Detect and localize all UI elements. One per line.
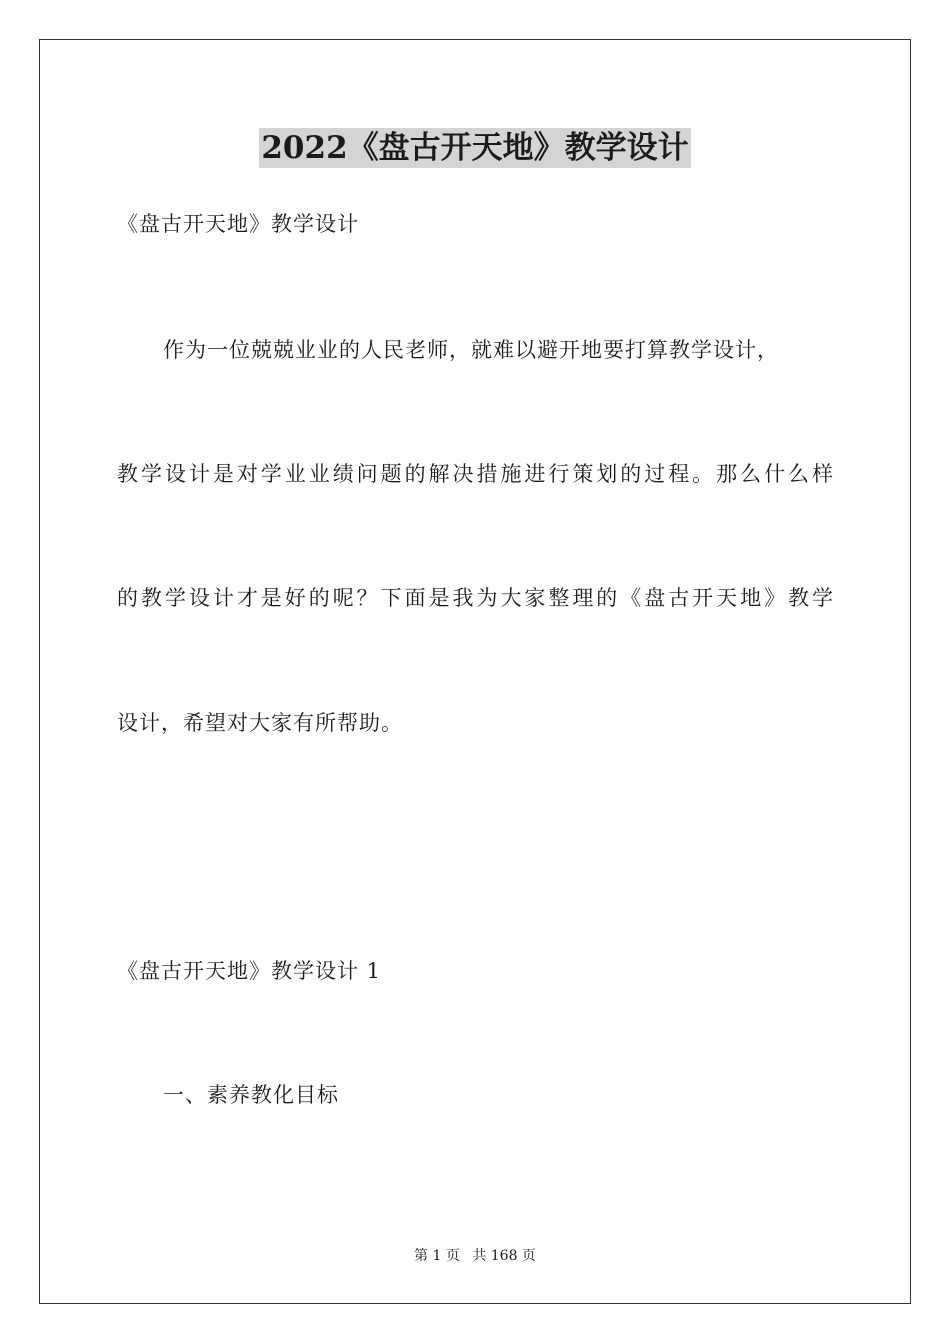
page-footer: [0, 1246, 950, 1266]
paragraph-line-1: 作为一位兢兢业业的人民老师，就难以避开地要打算教学设计，: [163, 338, 779, 362]
title-container: [0, 128, 950, 168]
document-subtitle: 《盘古开天地》教学设计: [117, 212, 359, 236]
document-title: 2022《盘古开天地》教学设计: [261, 130, 689, 166]
page-number-total: 共 168 页: [472, 1248, 536, 1264]
section-heading: 《盘古开天地》教学设计 1: [117, 959, 382, 983]
subsection-heading: 一、素养教化目标: [163, 1083, 339, 1107]
paragraph-line-2: 教学设计是对学业业绩问题的解决措施进行策划的过程。那么什么样: [117, 462, 833, 486]
paragraph-line-3: 的教学设计才是好的呢？下面是我为大家整理的《盘古开天地》教学: [117, 586, 833, 610]
paragraph-line-4: 设计，希望对大家有所帮助。: [117, 711, 403, 735]
page-number-current: 第 1 页: [414, 1248, 460, 1264]
